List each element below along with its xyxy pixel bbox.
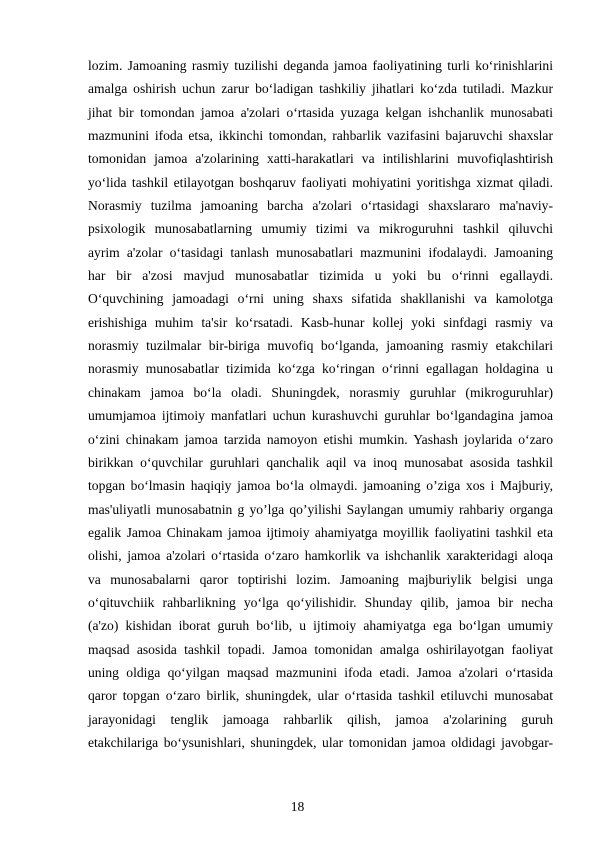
text-line: har bir a'zosi mavjud munosabatlar tizimida u yoki bu o‘rinni egallaydi. bbox=[88, 268, 553, 284]
body-text bbox=[88, 54, 553, 754]
text-line: jihat bir tomondan jamoa a'zolari o‘rtasida yuzaga kelgan ishchanlik munosabati bbox=[88, 104, 553, 120]
text-line: va munosabalarni qaror toptirishi lozim. Jamoaning majburiylik belgisi unga bbox=[88, 571, 553, 587]
text-line: qaror topgan o‘zaro birlik, shuningdek, ular o‘rtasida tashkil etiluvchi munosabat bbox=[88, 688, 553, 704]
text-line: olishi, jamoa a'zolari o‘rtasida o‘zaro hamkorlik va ishchanlik xarakteridagi aloqa bbox=[88, 548, 553, 564]
text-line: umumjamoa ijtimoiy manfatlari uchun kurashuvchi guruhlar bo‘lgandagina jamoa bbox=[88, 408, 553, 424]
text-line: birikkan o‘quvchilar guruhlari qanchalik aqil va inoq munosabat asosida tashkil bbox=[88, 454, 553, 470]
text-line: etakchilariga bo‘ysunishlari, shuningdek, ular tomonidan jamoa oldidagi javobgar- bbox=[88, 734, 553, 750]
text-line: chinakam jamoa bo‘la oladi. Shuningdek, norasmiy guruhlar (mikroguruhlar) bbox=[88, 384, 553, 400]
text-line: tomonidan jamoa a'zolarining xatti-harakatlari va intilishlarini muvofiqlashtirish bbox=[88, 151, 553, 167]
text-line: mazmunini ifoda etsa, ikkinchi tomondan, rahbarlik vazifasini bajaruvchi shaxslar bbox=[88, 128, 553, 144]
text-line: o‘qituvchiik rahbarlikning yo‘lga qo‘yilishidir. Shunday qilib, jamoa bir necha bbox=[88, 594, 553, 610]
text-line: o‘zini chinakam jamoa tarzida namoyon etishi mumkin. Yashash joylarida o‘zaro bbox=[88, 431, 553, 447]
text-line: O‘quvchining jamoadagi o‘rni uning shaxs sifatida shakllanishi va kamolotga bbox=[88, 291, 553, 307]
text-line: mas'uliyatli munosabatnin g yo’lga qo’yilishi Saylangan umumiy rahbariy organga bbox=[88, 501, 553, 517]
text-line: yo‘lida tashkil etilayotgan boshqaruv faoliyati mohiyatini yoritishga xizmat qiladi. bbox=[88, 174, 553, 190]
text-line: amalga oshirish uchun zarur bo‘ladigan tashkiliy jihatlari ko‘zda tutiladi. Mazkur bbox=[88, 81, 553, 97]
text-line: topgan bo‘lmasin haqiqiy jamoa bo‘la olmaydi. jamoaning o’ziga xos i Majburiy, bbox=[88, 478, 553, 494]
text-line: erishishiga muhim ta'sir ko‘rsatadi. Kasb-hunar kollej yoki sinfdagi rasmiy va bbox=[88, 314, 553, 330]
page-number: 18 bbox=[290, 799, 305, 814]
text-line: lozim. Jamoaning rasmiy tuzilishi deganda jamoa faoliyatining turli ko‘rinishlarini bbox=[88, 58, 553, 73]
text-line: (a'zo) kishidan iborat guruh bo‘lib, u ijtimoiy ahamiyatga ega bo‘lgan umumiy bbox=[88, 618, 553, 634]
text-line: egalik Jamoa Chinakam jamoa ijtimoiy ahamiyatga moyillik faoliyatini tashkil eta bbox=[88, 524, 553, 540]
text-line: ayrim a'zolar o‘tasidagi tanlash munosabatlari mazmunini ifodalaydi. Jamoaning bbox=[88, 244, 553, 260]
text-line: norasmiy munosabatlar tizimida ko‘zga ko‘ringan o‘rinni egallagan holdagina u bbox=[88, 361, 553, 377]
text-line: Norasmiy tuzilma jamoaning barcha a'zolari o‘rtasidagi shaxslararo ma'naviy- bbox=[88, 198, 553, 214]
text-line: uning oldiga qo‘yilgan maqsad mazmunini ifoda etadi. Jamoa a'zolari o‘rtasida bbox=[88, 664, 553, 680]
text-line: norasmiy tuzilmalar bir-biriga muvofiq bo‘lganda, jamoaning rasmiy etakchilari bbox=[88, 338, 553, 354]
text-line: jarayonidagi tenglik jamoaga rahbarlik qilish, jamoa a'zolarining guruh bbox=[88, 711, 553, 727]
text-line: maqsad asosida tashkil topadi. Jamoa tomonidan amalga oshirilayotgan faoliyat bbox=[88, 641, 553, 657]
text-line: psixologik munosabatlarning umumiy tizimi va mikroguruhni tashkil qiluvchi bbox=[88, 221, 553, 237]
